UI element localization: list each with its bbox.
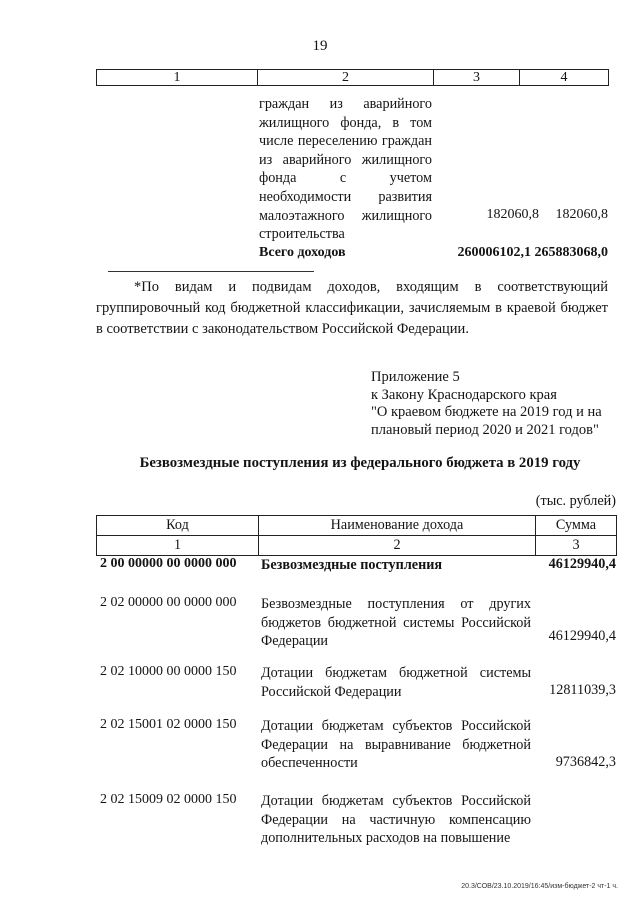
continuation-table-header — [96, 69, 609, 86]
row-code: 2 02 15001 02 0000 150 — [100, 717, 237, 732]
appendix-line-3: "О краевом бюджете на 2019 год и на — [371, 404, 602, 420]
colnum-3: 3 — [536, 536, 617, 556]
row-name: Безвозмездные поступления — [261, 557, 443, 573]
header-code: Код — [97, 516, 259, 536]
footer-stamp: 20.3/СОВ/23.10.2019/16:45/изм-бюджет-2 чт-1 ч. — [461, 883, 618, 890]
footnote: *По видам и подвидам доходов, входящим в соответствующий группировочный код бюджетной классификации, зачисляемым в краевой бюджет в соответствии с законодательством Российской Федерации. — [96, 279, 608, 337]
appendix-line-2: к Закону Краснодарского края — [371, 386, 557, 403]
header-sum: Сумма — [536, 516, 617, 536]
row-code: 2 00 00000 00 0000 000 — [100, 556, 237, 571]
appendix-block — [371, 369, 602, 439]
col3-value: 182060,8 — [486, 207, 539, 222]
page-number: 19 — [312, 38, 328, 54]
col-num-1: 1 — [97, 70, 258, 86]
total-values: 260006102,1 265883068,0 — [457, 245, 608, 260]
footnote-separator — [108, 271, 314, 272]
row-code: 2 02 15009 02 0000 150 — [100, 792, 237, 807]
row-sum: 46129940,4 — [548, 556, 616, 572]
units-label: (тыс. рублей) — [535, 493, 616, 509]
header-name: Наименование дохода — [259, 516, 536, 536]
continued-description: граждан из аварийного жилищного фонда, в том числе переселению граждан из аварийного жилищного фонда с учетом необходимости развития малоэтажного жилищного строительства — [259, 96, 432, 243]
col-num-3: 3 — [434, 70, 520, 86]
row-sum: 46129940,4 — [548, 628, 616, 644]
appendix-line-1: Приложение 5 — [371, 369, 460, 385]
col-num-2: 2 — [258, 70, 434, 86]
section-title: Безвозмездные поступления из федерального бюджета в 2019 году — [139, 455, 581, 471]
row-name: Дотации бюджетам субъектов Российской Федерации на частичную компенсацию дополнительных расходов на повышение — [261, 793, 531, 847]
row-sum: 12811039,3 — [549, 682, 616, 698]
row-name: Дотации бюджетам бюджетной системы Российской Федерации — [261, 665, 531, 700]
colnum-1: 1 — [97, 536, 259, 556]
revenue-table-header — [96, 515, 617, 556]
row-name: Дотации бюджетам субъектов Российской Федерации на выравнивание бюджетной обеспеченности — [261, 718, 531, 772]
row-code: 2 02 10000 00 0000 150 — [100, 664, 237, 679]
row-code: 2 02 00000 00 0000 000 — [100, 595, 237, 610]
col-num-4: 4 — [520, 70, 609, 86]
row-name: Безвозмездные поступления от других бюджетов бюджетной системы Российской Федерации — [261, 596, 531, 650]
total-label: Всего доходов — [259, 245, 346, 260]
col4-value: 182060,8 — [555, 207, 608, 222]
appendix-line-4: плановый период 2020 и 2021 годов" — [371, 421, 599, 438]
colnum-2: 2 — [259, 536, 536, 556]
row-sum: 9736842,3 — [555, 754, 616, 770]
